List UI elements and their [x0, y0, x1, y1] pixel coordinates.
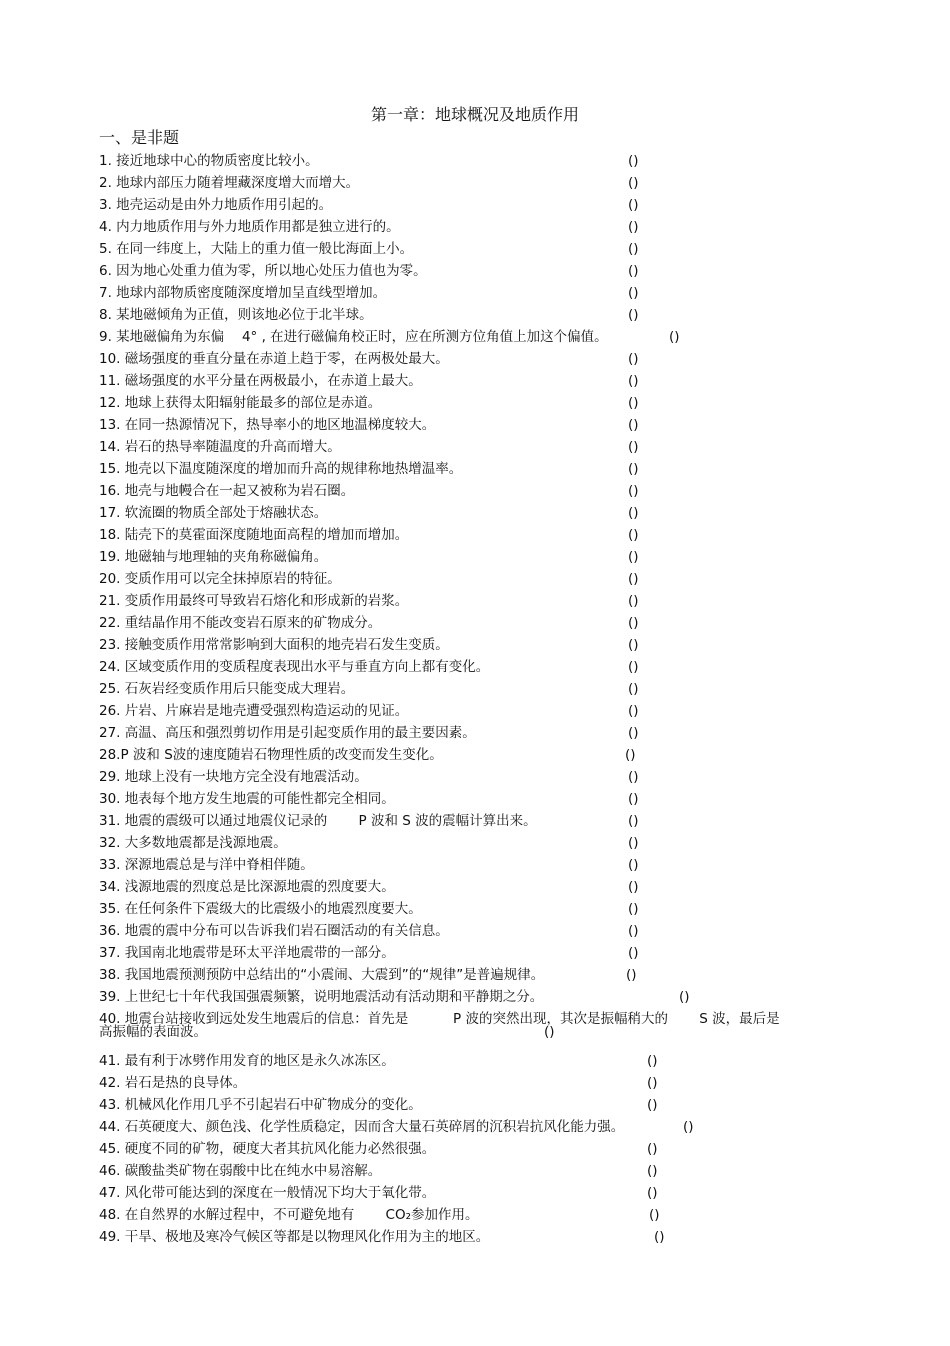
answer-bracket[interactable]: ()	[628, 769, 639, 785]
answer-bracket[interactable]: ()	[628, 307, 639, 323]
answer-bracket[interactable]: ()	[628, 351, 639, 367]
chapter-title: 第一章：地球概况及地质作用	[370, 105, 579, 124]
answer-bracket[interactable]: ()	[628, 637, 639, 653]
answer-bracket[interactable]: ()	[628, 703, 639, 719]
answer-bracket[interactable]: ()	[628, 945, 639, 961]
answer-bracket[interactable]: ()	[628, 285, 639, 301]
answer-bracket[interactable]: ()	[625, 747, 636, 763]
question-text: 11. 磁场强度的水平分量在两极最小，在赤道上最大。	[99, 373, 422, 389]
answer-bracket[interactable]: ()	[647, 1075, 658, 1091]
answer-bracket[interactable]: ()	[649, 1207, 660, 1223]
answer-bracket[interactable]: ()	[628, 593, 639, 609]
answer-bracket[interactable]: ()	[647, 1141, 658, 1157]
question-text: 16. 地壳与地幔合在一起又被称为岩石圈。	[99, 483, 355, 499]
question-text: 45. 硬度不同的矿物，硬度大者其抗风化能力必然很强。	[99, 1141, 436, 1157]
answer-bracket[interactable]: ()	[628, 549, 639, 565]
question-text: 33. 深源地震总是与洋中脊相伴随。	[99, 857, 314, 873]
question-text: 14. 岩石的热导率随温度的升高而增大。	[99, 439, 341, 455]
question-text: 26. 片岩、片麻岩是地壳遭受强烈构造运动的见证。	[99, 703, 409, 719]
question-text: 41. 最有利于冰劈作用发育的地区是永久冰冻区。	[99, 1053, 395, 1069]
question-text: 42. 岩石是热的良导体。	[99, 1075, 247, 1091]
question-text: 40. 地震台站接收到远处发生地震后的信息：首先是 P 波的突然出现，其次是振幅稍大的 S 波，最后是	[99, 1011, 780, 1027]
answer-bracket[interactable]: ()	[654, 1229, 665, 1245]
question-text: 25. 石灰岩经变质作用后只能变成大理岩。	[99, 681, 355, 697]
answer-bracket[interactable]: ()	[683, 1119, 694, 1135]
question-text: 35. 在任何条件下震级大的比震级小的地震烈度要大。	[99, 901, 422, 917]
question-text: 2. 地球内部压力随着埋藏深度增大而增大。	[99, 175, 360, 191]
question-text: 30. 地表每个地方发生地震的可能性都完全相同。	[99, 791, 395, 807]
question-text: 48. 在自然界的水解过程中，不可避免地有 CO₂参加作用。	[99, 1207, 479, 1223]
answer-bracket[interactable]: ()	[628, 527, 639, 543]
answer-bracket[interactable]: ()	[628, 857, 639, 873]
answer-bracket[interactable]: ()	[669, 329, 680, 345]
question-text: 15. 地壳以下温度随深度的增加而升高的规律称地热增温率。	[99, 461, 463, 477]
answer-bracket[interactable]: ()	[647, 1053, 658, 1069]
question-text-continuation: 高振幅的表面波。	[99, 1024, 207, 1040]
answer-bracket[interactable]: ()	[628, 175, 639, 191]
question-text: 44. 石英硬度大、颜色浅、化学性质稳定，因而含大量石英碎屑的沉积岩抗风化能力强。	[99, 1119, 625, 1135]
question-text: 17. 软流圈的物质全部处于熔融状态。	[99, 505, 328, 521]
question-text: 34. 浅源地震的烈度总是比深源地震的烈度要大。	[99, 879, 395, 895]
answer-bracket[interactable]: ()	[544, 1024, 555, 1040]
question-text: 43. 机械风化作用几乎不引起岩石中矿物成分的变化。	[99, 1097, 422, 1113]
question-text: 20. 变质作用可以完全抹掉原岩的特征。	[99, 571, 341, 587]
question-text: 5. 在同一纬度上，大陆上的重力值一般比海面上小。	[99, 241, 414, 257]
answer-bracket[interactable]: ()	[628, 483, 639, 499]
answer-bracket[interactable]: ()	[628, 219, 639, 235]
question-text: 1. 接近地球中心的物质密度比较小。	[99, 153, 319, 169]
answer-bracket[interactable]: ()	[628, 879, 639, 895]
answer-bracket[interactable]: ()	[628, 923, 639, 939]
question-text: 13. 在同一热源情况下，热导率小的地区地温梯度较大。	[99, 417, 436, 433]
question-text: 3. 地壳运动是由外力地质作用引起的。	[99, 197, 333, 213]
question-text: 47. 风化带可能达到的深度在一般情况下均大于氧化带。	[99, 1185, 436, 1201]
question-text: 27. 高温、高压和强烈剪切作用是引起变质作用的最主要因素。	[99, 725, 476, 741]
answer-bracket[interactable]: ()	[647, 1163, 658, 1179]
answer-bracket[interactable]: ()	[628, 373, 639, 389]
answer-bracket[interactable]: ()	[628, 417, 639, 433]
answer-bracket[interactable]: ()	[679, 989, 690, 1005]
answer-bracket[interactable]: ()	[628, 791, 639, 807]
answer-bracket[interactable]: ()	[628, 681, 639, 697]
answer-bracket[interactable]: ()	[628, 659, 639, 675]
question-text: 21. 变质作用最终可导致岩石熔化和形成新的岩浆。	[99, 593, 409, 609]
question-text: 36. 地震的震中分布可以告诉我们岩石圈活动的有关信息。	[99, 923, 449, 939]
answer-bracket[interactable]: ()	[628, 813, 639, 829]
answer-bracket[interactable]: ()	[628, 197, 639, 213]
question-text: 37. 我国南北地震带是环太平洋地震带的一部分。	[99, 945, 395, 961]
answer-bracket[interactable]: ()	[628, 571, 639, 587]
question-text: 22. 重结晶作用不能改变岩石原来的矿物成分。	[99, 615, 382, 631]
answer-bracket[interactable]: ()	[628, 901, 639, 917]
answer-bracket[interactable]: ()	[628, 725, 639, 741]
question-text: 32. 大多数地震都是浅源地震。	[99, 835, 287, 851]
answer-bracket[interactable]: ()	[628, 615, 639, 631]
question-text: 29. 地球上没有一块地方完全没有地震活动。	[99, 769, 368, 785]
answer-bracket[interactable]: ()	[628, 439, 639, 455]
question-text: 31. 地震的震级可以通过地震仪记录的 P 波和 S 波的震幅计算出来。	[99, 813, 537, 829]
question-text: 4. 内力地质作用与外力地质作用都是独立进行的。	[99, 219, 400, 235]
answer-bracket[interactable]: ()	[628, 241, 639, 257]
question-text: 38. 我国地震预测预防中总结出的“小震闹、大震到”的“规律”是普遍规律。	[99, 967, 545, 983]
question-text: 24. 区域变质作用的变质程度表现出水平与垂直方向上都有变化。	[99, 659, 490, 675]
section-heading: 一、是非题	[99, 128, 180, 147]
question-text: 10. 磁场强度的垂直分量在赤道上趋于零，在两极处最大。	[99, 351, 449, 367]
answer-bracket[interactable]: ()	[628, 263, 639, 279]
question-text: 23. 接触变质作用常常影响到大面积的地壳岩石发生变质。	[99, 637, 449, 653]
answer-bracket[interactable]: ()	[628, 505, 639, 521]
answer-bracket[interactable]: ()	[626, 967, 637, 983]
answer-bracket[interactable]: ()	[628, 835, 639, 851]
answer-bracket[interactable]: ()	[628, 395, 639, 411]
question-text: 12. 地球上获得太阳辐射能最多的部位是赤道。	[99, 395, 382, 411]
question-text: 19. 地磁轴与地理轴的夹角称磁偏角。	[99, 549, 328, 565]
question-text: 7. 地球内部物质密度随深度增加呈直线型增加。	[99, 285, 387, 301]
answer-bracket[interactable]: ()	[628, 461, 639, 477]
question-text: 46. 碳酸盐类矿物在弱酸中比在纯水中易溶解。	[99, 1163, 382, 1179]
question-text: 6. 因为地心处重力值为零，所以地心处压力值也为零。	[99, 263, 427, 279]
answer-bracket[interactable]: ()	[647, 1097, 658, 1113]
question-text: 18. 陆壳下的莫霍面深度随地面高程的增加而增加。	[99, 527, 409, 543]
answer-bracket[interactable]: ()	[647, 1185, 658, 1201]
question-text: 39. 上世纪七十年代我国强震频繁，说明地震活动有活动期和平静期之分。	[99, 989, 544, 1005]
question-text: 28.P 波和 S波的速度随岩石物理性质的改变而发生变化。	[99, 747, 443, 763]
question-text: 9. 某地磁偏角为东偏 4° , 在进行磁偏角校正时，应在所测方位角值上加这个偏值。	[99, 329, 608, 345]
question-text: 49. 干旱、极地及寒冷气候区等都是以物理风化作用为主的地区。	[99, 1229, 490, 1245]
answer-bracket[interactable]: ()	[628, 153, 639, 169]
question-text: 8. 某地磁倾角为正值，则该地必位于北半球。	[99, 307, 373, 323]
